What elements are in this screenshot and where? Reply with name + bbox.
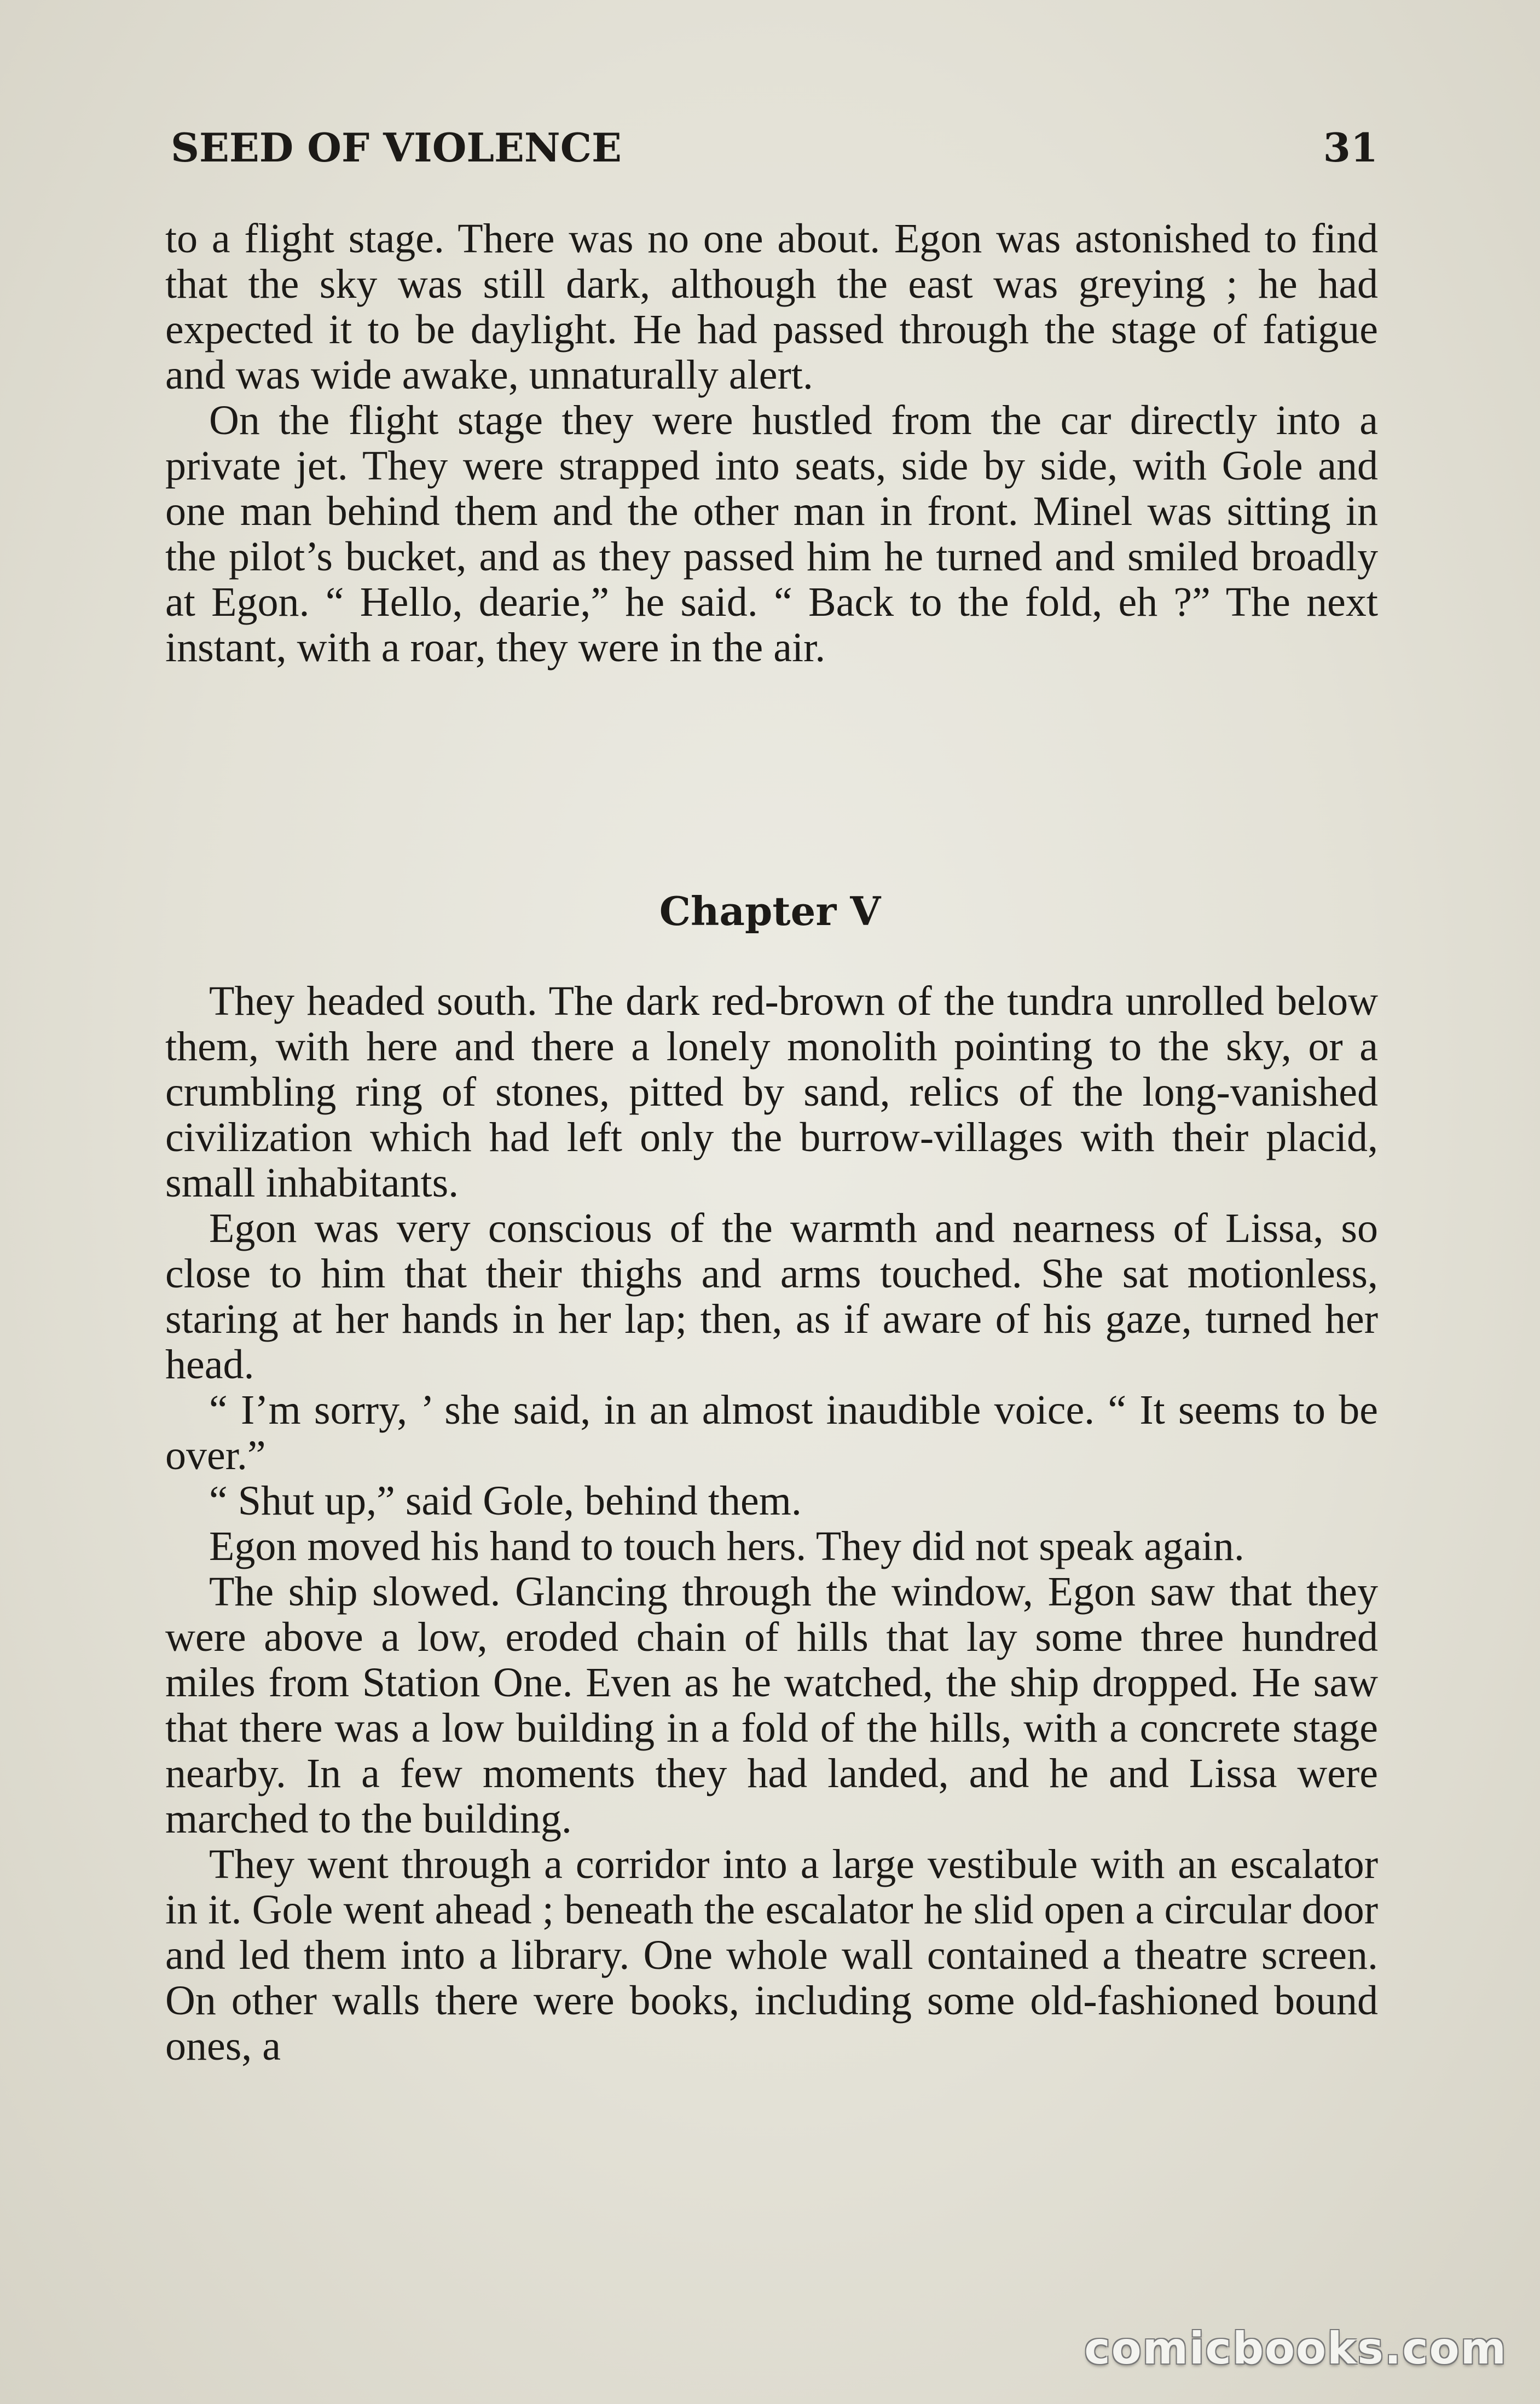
paragraph: The ship slowed. Glancing through the window, Egon saw that they were above a low, eroded chain of hills that lay some three hundred miles from Station One. Even as he watched, the ship dropped. He saw that there was a low building in a fold of the hills, with a concrete stage nearby. In a few moments they had landed, and he and Lissa were marched to the building. — [165, 1569, 1378, 1842]
paragraph: On the flight stage they were hustled from the car directly into a private jet. They were strapped into seats, side by side, with Gole and one man behind them and the other man in front. Minel was sitting in the pilot’s bucket, and as they passed him he turned and smiled broadly at Egon. “ Hello, dearie,” he said. “ Back to the fold, eh ?” The next instant, with a roar, they were in the air. — [165, 397, 1378, 671]
paragraph: Egon moved his hand to touch hers. They did not speak again. — [209, 1523, 1244, 1569]
running-head — [171, 118, 1378, 178]
paragraph: Egon was very conscious of the warmth and nearness of Lissa, so close to him that their thighs and arms touched. She sat motionless, staring at her hands in her lap; then, as if aware of his gaze, turned her head. — [165, 1205, 1378, 1388]
text-block-before-chapter — [165, 216, 1378, 671]
watermark-logo: comicbooks.com — [1084, 2323, 1507, 2374]
paragraph: They went through a corridor into a large vestibule with an escalator in it. Gole went ahead ; beneath the escalator he slid open a circular door and led them into a library. One whole wall contained a theatre screen. On other walls there were books, including some old-fashioned bound ones, a — [165, 1841, 1378, 2069]
chapter-heading: Chapter V — [659, 888, 881, 934]
page-number: 31 — [1323, 124, 1378, 171]
paragraph: to a flight stage. There was no one about. Egon was astonished to find that the sky was still dark, although the east was greying ; he had expected it to be daylight. He had passed through the stage of fatigue and was wide awake, unnaturally alert. — [165, 216, 1378, 398]
paragraph: They headed south. The dark red-brown of the tundra unrolled below them, with here and there a lonely monolith pointing to the sky, or a crumbling ring of stones, pitted by sand, relics of the long-vanished civilization which had left only the burrow-villages with their placid, small inhabitants. — [165, 978, 1378, 1206]
paragraph: “ I’m sorry, ’ she said, in an almost inaudible voice. “ It seems to be over.” — [165, 1387, 1378, 1478]
paragraph: “ Shut up,” said Gole, behind them. — [209, 1478, 802, 1524]
running-head-title: SEED OF VIOLENCE — [171, 124, 622, 171]
text-block-after-chapter — [165, 979, 1378, 2069]
